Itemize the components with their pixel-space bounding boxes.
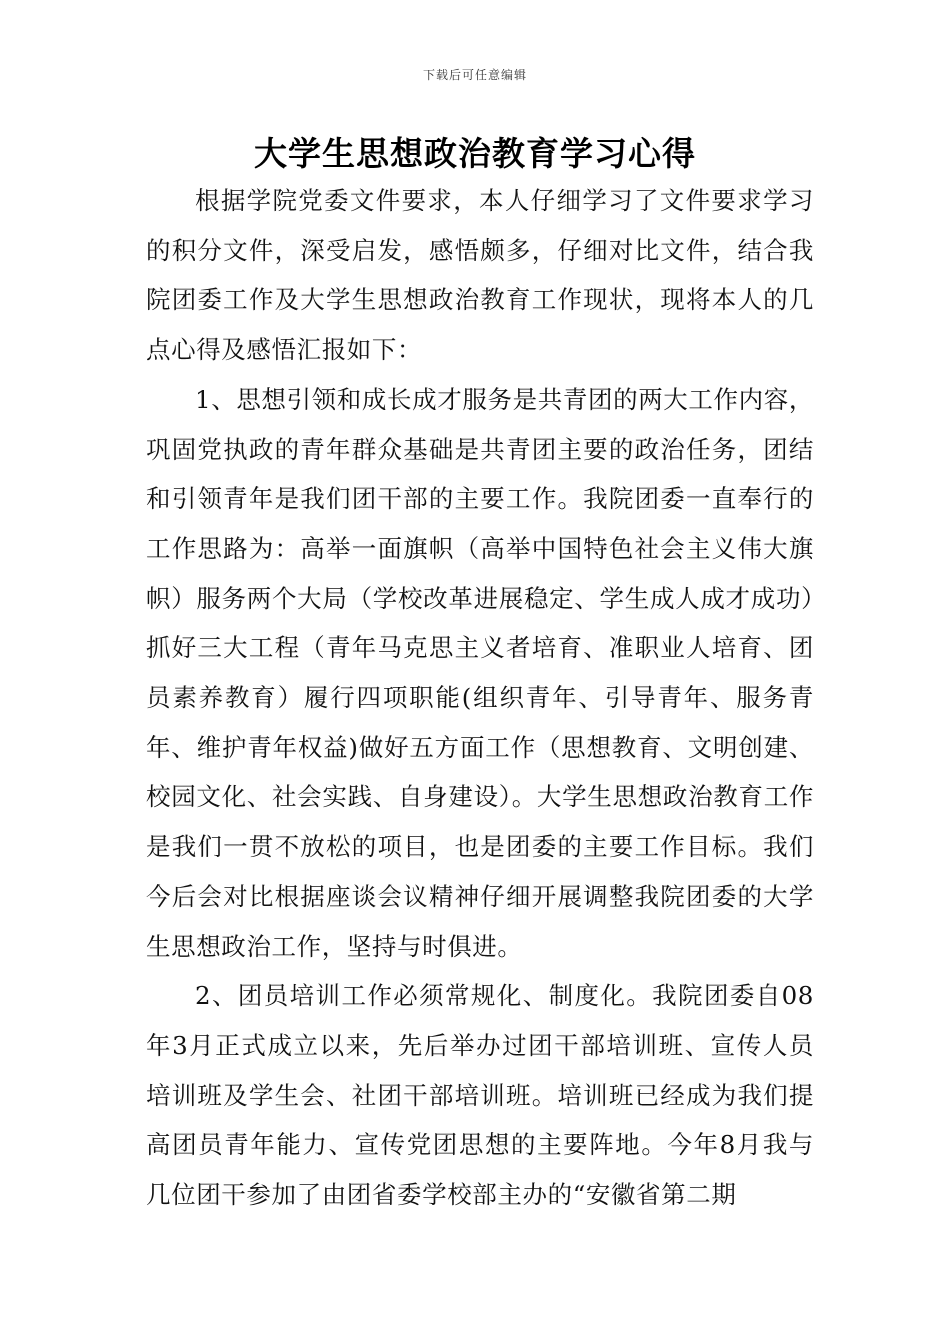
document-title: 大学生思想政治教育学习心得 bbox=[254, 134, 696, 173]
paragraph-point-1: 1、思想引领和成长成才服务是共青团的两大工作内容，巩固党执政的青年群众基础是共青团主要的政治任务，团结和引领青年是我们团干部的主要工作。我院团委一直奉行的工作思路为：高举一面旗帜（高举中国特色社会主义伟大旗帜）服务两个大局（学校改革进展稳定、学生成人成才成功）抓好三大工程（青年马克思主义者培育、准职业人培育、团员素养教育）履行四项职能(组织青年、引导青年、服务青年、维护青年权益)做好五方面工作（思想教育、文明创建、校园文化、社会实践、自身建设）。大学生思想政治教育工作是我们一贯不放松的项目，也是团委的主要工作目标。我们今后会对比根据座谈会议精神仔细开展调整我院团委的大学生思想政治工作，坚持与时俱进。 bbox=[146, 384, 814, 961]
paragraph-point-2: 2、团员培训工作必须常规化、制度化。我院团委自08年3月正式成立以来，先后举办过团干部培训班、宣传人员培训班及学生会、社团干部培训班。培训班已经成为我们提高团员青年能力、宣传党团思想的主要阵地。今年8月我与几位团干参加了由团省委学校部主办的“安徽省第二期 bbox=[146, 981, 814, 1210]
paragraph-intro: 根据学院党委文件要求，本人仔细学习了文件要求学习的积分文件，深受启发，感悟颇多，仔细对比文件，结合我院团委工作及大学生思想政治教育工作现状，现将本人的几点心得及感悟汇报如下： bbox=[146, 186, 814, 365]
document-body bbox=[146, 176, 814, 1220]
header-note: 下载后可任意编辑 bbox=[422, 68, 527, 82]
